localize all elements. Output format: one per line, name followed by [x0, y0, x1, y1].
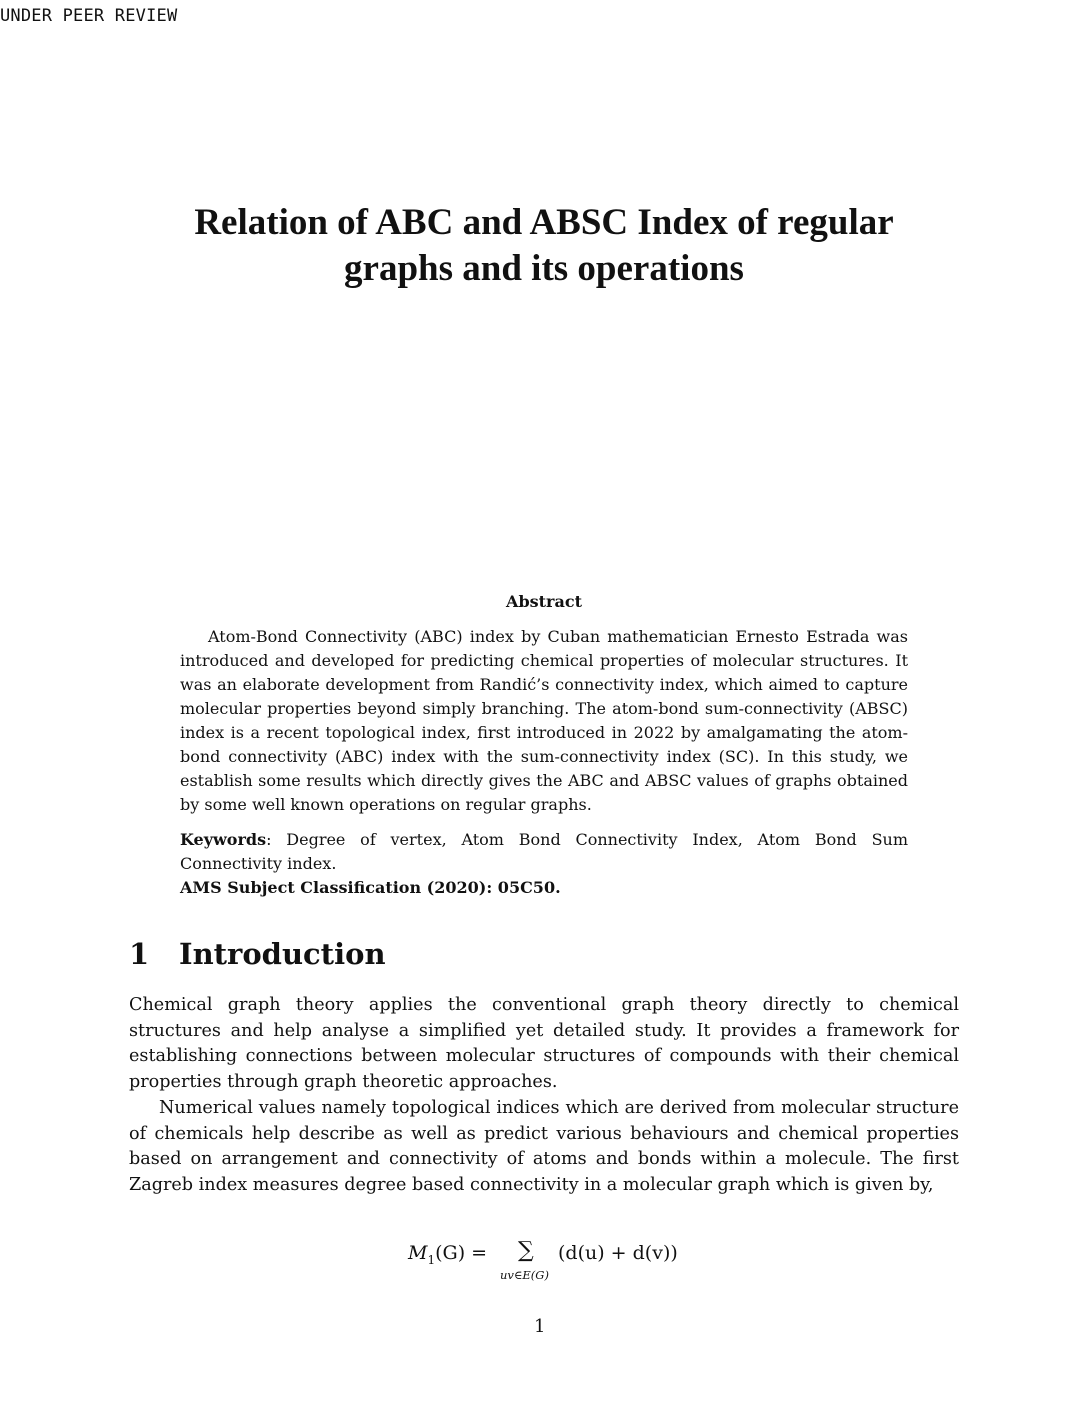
section-heading	[129, 934, 386, 974]
keywords-text: : Degree of vertex, Atom Bond Connectivity Index, Atom Bond Sum Connectivity index.	[180, 830, 908, 873]
ams-classification: AMS Subject Classification (2020): 05C50.	[180, 878, 561, 897]
paper-title-line-2: graphs and its operations	[344, 248, 744, 289]
intro-paragraph-1: Chemical graph theory applies the conventional graph theory directly to chemical structures and help analyse a simplified yet detailed study. It provides a framework for establishing connections between molecular structures of compounds with their chemical properties through graph theoretic approaches.	[129, 995, 959, 1092]
page-number: 1	[534, 1316, 546, 1337]
zagreb-index-equation	[408, 1238, 698, 1288]
summation-symbol: ∑	[518, 1238, 534, 1263]
equation-rhs: (d(u) + d(v))	[558, 1242, 678, 1264]
equation-lhs-subscript: 1	[427, 1252, 436, 1267]
summation-range: uv∈E(G)	[500, 1268, 549, 1282]
section-number: 1	[129, 937, 150, 971]
abstract-text: Atom-Bond Connectivity (ABC) index by Cuban mathematician Ernesto Estrada was introduced and developed for predicting chemical properties of molecular structures. It was an elaborate development from Randić’s connectivity index, which aimed to capture molecular properties beyond simply branching. The atom-bond sum-connectivity (ABSC) index is a recent topological index, first introduced in 2022 by amalgamating the atom-bond connectivity (ABC) index with the sum-connectivity index (SC). In this study, we establish some results which directly gives the ABC and ABSC values of graphs obtained by some well known operations on regular graphs.	[180, 627, 908, 814]
paper-title-line-1: Relation of ABC and ABSC Index of regular	[194, 202, 894, 243]
intro-paragraph-2: Numerical values namely topological indices which are derived from molecular structure of chemicals help describe as well as predict various behaviours and chemical properties based on arrangement and connectivity of atoms and bonds within a molecule. The first Zagreb index measures degree based connectivity in a molecular graph which is given by,	[129, 1098, 959, 1195]
equation-lhs: $M_1(G)$ =	[408, 1242, 488, 1267]
equation-lhs-argument: (G) =	[435, 1242, 488, 1264]
abstract-heading: Abstract	[506, 592, 582, 611]
section-title: Introduction	[179, 937, 386, 971]
keywords	[180, 828, 908, 876]
keywords-label: Keywords	[180, 830, 267, 849]
paper-title	[100, 200, 988, 292]
peer-review-watermark: UNDER PEER REVIEW	[0, 6, 178, 26]
